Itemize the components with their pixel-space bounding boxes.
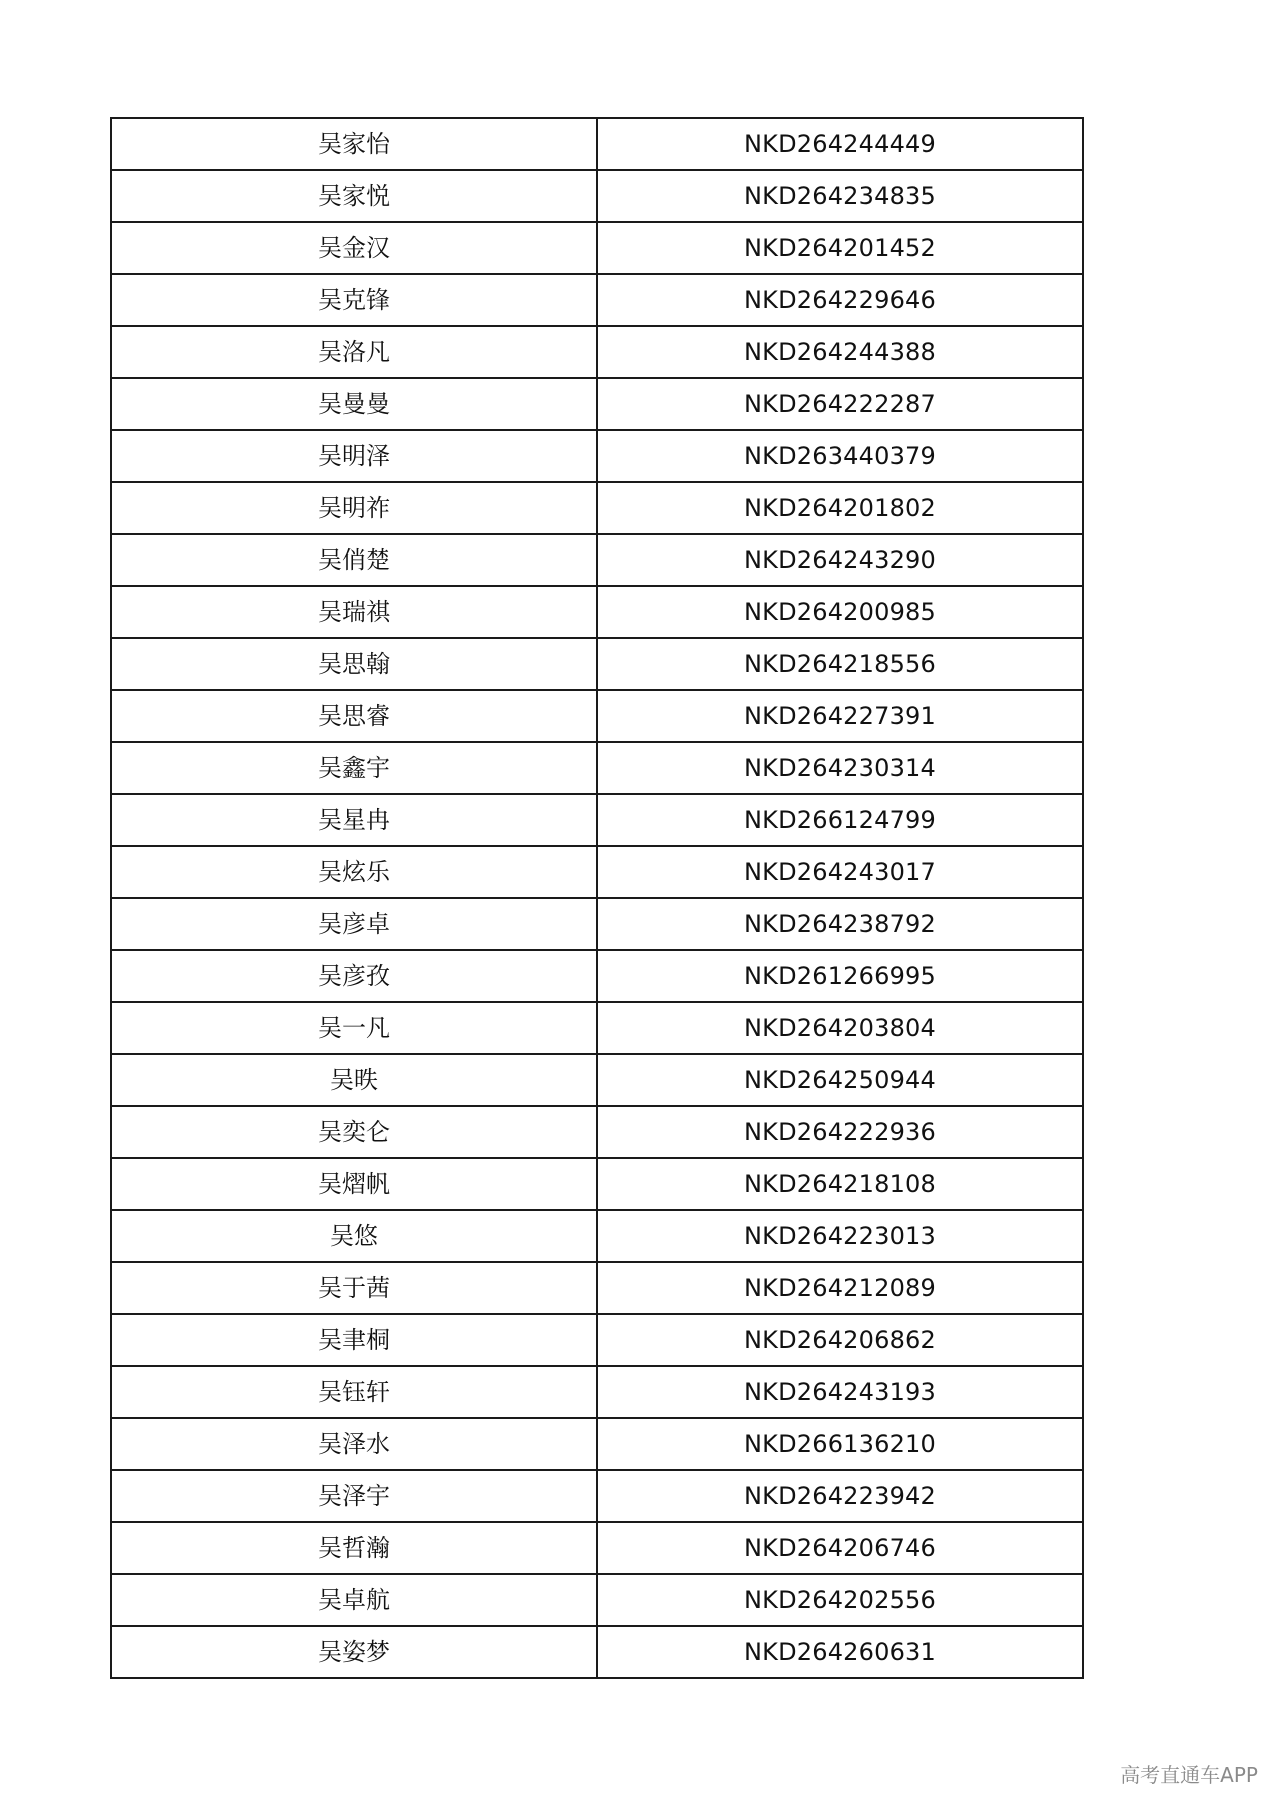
table-row xyxy=(111,586,1083,638)
student-name-cell: 吴熠帆 xyxy=(111,1158,597,1210)
student-id-cell: NKD264222936 xyxy=(597,1106,1083,1158)
table-row xyxy=(111,1106,1083,1158)
student-id-cell: NKD264212089 xyxy=(597,1262,1083,1314)
student-name-cell: 吴瑞祺 xyxy=(111,586,597,638)
student-name-cell: 吴俏楚 xyxy=(111,534,597,586)
student-name-cell: 吴悠 xyxy=(111,1210,597,1262)
student-id-cell: NKD264234835 xyxy=(597,170,1083,222)
watermark-text: 高考直通车APP xyxy=(1120,1763,1258,1787)
student-id-cell: NKD264243193 xyxy=(597,1366,1083,1418)
table-row xyxy=(111,274,1083,326)
student-name-cell: 吴家悦 xyxy=(111,170,597,222)
table-row xyxy=(111,898,1083,950)
table-row xyxy=(111,430,1083,482)
student-id-cell: NKD266124799 xyxy=(597,794,1083,846)
student-name-cell: 吴家怡 xyxy=(111,118,597,170)
student-id-cell: NKD264229646 xyxy=(597,274,1083,326)
student-name-cell: 吴鑫宇 xyxy=(111,742,597,794)
student-name-cell: 吴一凡 xyxy=(111,1002,597,1054)
student-id-cell: NKD264243290 xyxy=(597,534,1083,586)
student-id-cell: NKD264244388 xyxy=(597,326,1083,378)
student-name-cell: 吴彦卓 xyxy=(111,898,597,950)
student-name-cell: 吴彦孜 xyxy=(111,950,597,1002)
student-id-cell: NKD264238792 xyxy=(597,898,1083,950)
table-row xyxy=(111,534,1083,586)
student-name-cell: 吴曼曼 xyxy=(111,378,597,430)
table-row xyxy=(111,1522,1083,1574)
student-id-cell: NKD264206862 xyxy=(597,1314,1083,1366)
student-name-cell: 吴明祚 xyxy=(111,482,597,534)
student-id-cell: NKD264230314 xyxy=(597,742,1083,794)
student-name-cell: 吴思睿 xyxy=(111,690,597,742)
student-name-cell: 吴星冉 xyxy=(111,794,597,846)
table-row xyxy=(111,1262,1083,1314)
student-id-cell: NKD264206746 xyxy=(597,1522,1083,1574)
roster-table xyxy=(110,117,1084,1679)
student-name-cell: 吴聿桐 xyxy=(111,1314,597,1366)
student-name-cell: 吴于茜 xyxy=(111,1262,597,1314)
student-name-cell: 吴洛凡 xyxy=(111,326,597,378)
table-row xyxy=(111,1054,1083,1106)
table-row xyxy=(111,690,1083,742)
table-row xyxy=(111,950,1083,1002)
student-name-cell: 吴泽水 xyxy=(111,1418,597,1470)
student-name-cell: 吴昳 xyxy=(111,1054,597,1106)
table-row xyxy=(111,1158,1083,1210)
student-name-cell: 吴哲瀚 xyxy=(111,1522,597,1574)
student-id-cell: NKD264218556 xyxy=(597,638,1083,690)
table-row xyxy=(111,1002,1083,1054)
table-row xyxy=(111,1574,1083,1626)
student-name-cell: 吴明泽 xyxy=(111,430,597,482)
student-name-cell: 吴钰轩 xyxy=(111,1366,597,1418)
student-id-cell: NKD266136210 xyxy=(597,1418,1083,1470)
student-id-cell: NKD264223942 xyxy=(597,1470,1083,1522)
table-row xyxy=(111,170,1083,222)
table-row xyxy=(111,222,1083,274)
roster-table-body xyxy=(111,118,1083,1678)
table-row xyxy=(111,742,1083,794)
student-name-cell: 吴姿梦 xyxy=(111,1626,597,1678)
table-row xyxy=(111,378,1083,430)
student-id-cell: NKD264200985 xyxy=(597,586,1083,638)
table-row xyxy=(111,1470,1083,1522)
student-id-cell: NKD264223013 xyxy=(597,1210,1083,1262)
table-row xyxy=(111,846,1083,898)
student-id-cell: NKD264218108 xyxy=(597,1158,1083,1210)
student-name-cell: 吴思翰 xyxy=(111,638,597,690)
table-row xyxy=(111,326,1083,378)
table-row xyxy=(111,794,1083,846)
student-id-cell: NKD264201452 xyxy=(597,222,1083,274)
student-name-cell: 吴卓航 xyxy=(111,1574,597,1626)
student-id-cell: NKD264250944 xyxy=(597,1054,1083,1106)
table-row xyxy=(111,1314,1083,1366)
student-name-cell: 吴泽宇 xyxy=(111,1470,597,1522)
student-id-cell: NKD264260631 xyxy=(597,1626,1083,1678)
student-id-cell: NKD264203804 xyxy=(597,1002,1083,1054)
table-row xyxy=(111,1366,1083,1418)
table-row xyxy=(111,482,1083,534)
student-name-cell: 吴金汉 xyxy=(111,222,597,274)
table-row xyxy=(111,1210,1083,1262)
student-id-cell: NKD264243017 xyxy=(597,846,1083,898)
student-id-cell: NKD264222287 xyxy=(597,378,1083,430)
student-id-cell: NKD261266995 xyxy=(597,950,1083,1002)
student-name-cell: 吴炫乐 xyxy=(111,846,597,898)
student-id-cell: NKD263440379 xyxy=(597,430,1083,482)
student-name-cell: 吴奕仑 xyxy=(111,1106,597,1158)
table-row xyxy=(111,1418,1083,1470)
student-id-cell: NKD264202556 xyxy=(597,1574,1083,1626)
student-id-cell: NKD264244449 xyxy=(597,118,1083,170)
table-row xyxy=(111,1626,1083,1678)
table-row xyxy=(111,638,1083,690)
student-id-cell: NKD264227391 xyxy=(597,690,1083,742)
student-name-cell: 吴克锋 xyxy=(111,274,597,326)
student-id-cell: NKD264201802 xyxy=(597,482,1083,534)
table-row xyxy=(111,118,1083,170)
